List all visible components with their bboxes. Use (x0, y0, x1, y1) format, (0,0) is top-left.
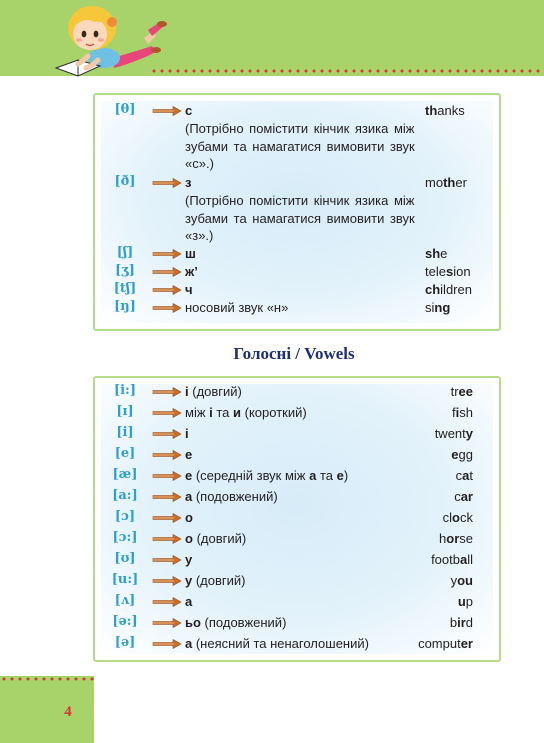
example-word: children (425, 282, 472, 297)
vowels-table (93, 376, 501, 662)
sound-description: у (довгий) (185, 573, 246, 588)
arrow-right-icon (152, 429, 182, 439)
sound-description: з (185, 175, 192, 190)
arrow-right-icon (152, 618, 182, 628)
phonetic-symbol: [ð] (114, 174, 136, 189)
sound-description: між і та и (короткий) (185, 405, 307, 420)
table-row (103, 530, 491, 548)
example-word: football (431, 552, 473, 567)
example-word: fish (452, 405, 473, 420)
sound-description: о (довгий) (185, 531, 247, 546)
sound-description: а (подовжений) (185, 489, 278, 504)
table-row (103, 425, 491, 443)
page-number: 4 (64, 704, 72, 720)
table-row (103, 404, 491, 422)
reading-girl-illustration (48, 2, 178, 78)
arrow-right-icon (152, 471, 182, 481)
table-row (103, 245, 491, 263)
phonetic-symbol: [ə] (114, 635, 136, 650)
phonetic-symbol: [æ] (112, 467, 138, 482)
example-word: telesion (425, 264, 471, 279)
phonetic-symbol: [θ] (114, 102, 136, 117)
arrow-right-icon (152, 597, 182, 607)
sound-description: с (185, 103, 193, 118)
arrow-right-icon (152, 513, 182, 523)
phonetic-symbol: [ʊ] (114, 551, 136, 566)
phonetic-symbol: [ŋ] (114, 299, 136, 314)
example-word: horse (439, 531, 473, 546)
footer-dotted-line (0, 677, 94, 681)
example-word: thanks (425, 103, 465, 118)
consonants-table (93, 93, 501, 331)
sound-description: е (середній звук між а та е) (185, 468, 349, 483)
table-row (103, 299, 491, 317)
arrow-right-icon (152, 555, 182, 565)
sound-description: і (185, 426, 189, 441)
arrow-right-icon (152, 267, 182, 277)
arrow-right-icon (152, 285, 182, 295)
sound-description: ч (185, 282, 193, 297)
example-word: cat (455, 468, 473, 483)
pronunciation-note: (Потрібно помістити кінчик язика між зубами та намагатися вимовити звук «с».) (185, 121, 415, 171)
sound-description: у (185, 552, 193, 567)
example-word: clock (442, 510, 473, 525)
example-word: bird (449, 615, 473, 630)
sound-description: о (185, 510, 193, 525)
table-row (103, 614, 491, 632)
phonetic-symbol: [i] (116, 425, 134, 440)
sound-description: і (довгий) (185, 384, 242, 399)
table-row (103, 509, 491, 527)
example-word: car (454, 489, 473, 504)
arrow-right-icon (152, 450, 182, 460)
phonetic-symbol: [ʒ] (115, 263, 135, 278)
arrow-right-icon (152, 249, 182, 259)
phonetic-symbol: [ə:] (112, 614, 138, 629)
table-row (103, 102, 491, 120)
example-word: she (425, 246, 448, 261)
phonetic-symbol: [ʌ] (114, 593, 136, 608)
table-row (103, 488, 491, 506)
arrow-right-icon (152, 408, 182, 418)
sound-description: е (185, 447, 193, 462)
phonetic-symbol: [i:] (113, 383, 137, 398)
sound-description: а (неясний та ненаголошений) (185, 636, 369, 651)
sound-description: ш (185, 246, 196, 261)
phonetic-symbol: [u:] (111, 572, 139, 587)
arrow-right-icon (152, 534, 182, 544)
pronunciation-note: (Потрібно помістити кінчик язика між зубами та намагатися вимовити звук «з».) (185, 193, 415, 243)
table-row (103, 281, 491, 299)
arrow-right-icon (152, 492, 182, 502)
phonetic-symbol: [e] (114, 446, 136, 461)
table-row (103, 467, 491, 485)
arrow-right-icon (152, 106, 182, 116)
phonetic-symbol: [ɔ] (114, 509, 136, 524)
example-word: you (450, 573, 473, 588)
sound-description: а (185, 594, 193, 609)
table-row (103, 593, 491, 611)
arrow-right-icon (152, 639, 182, 649)
example-word: sing (425, 300, 451, 315)
example-word: up (457, 594, 473, 609)
sound-description: носовий звук «н» (185, 300, 289, 315)
table-row (103, 383, 491, 401)
phonetic-symbol: [tʃ] (113, 281, 137, 296)
table-row (103, 551, 491, 569)
phonetic-symbol: [a:] (112, 488, 138, 503)
arrow-right-icon (152, 303, 182, 313)
section-title: Голосні / Vowels (233, 344, 355, 363)
sound-description: ж’ (185, 264, 198, 279)
arrow-right-icon (152, 576, 182, 586)
phonetic-symbol: [ɪ] (116, 404, 134, 419)
sound-description: ьо (подовжений) (185, 615, 287, 630)
header-dotted-line (150, 69, 544, 73)
arrow-right-icon (152, 178, 182, 188)
table-row (103, 174, 491, 192)
footer-band (0, 676, 94, 743)
phonetic-symbol: [ɔ:] (112, 530, 138, 545)
phonetic-symbol: [ʃ] (116, 245, 134, 260)
arrow-right-icon (152, 387, 182, 397)
table-row (103, 263, 491, 281)
example-word: computer (418, 636, 473, 651)
table-row (103, 572, 491, 590)
example-word: tree (450, 384, 473, 399)
example-word: mother (425, 175, 467, 190)
table-row (103, 635, 491, 653)
example-word: egg (451, 447, 473, 462)
example-word: twenty (434, 426, 473, 441)
table-row (103, 446, 491, 464)
